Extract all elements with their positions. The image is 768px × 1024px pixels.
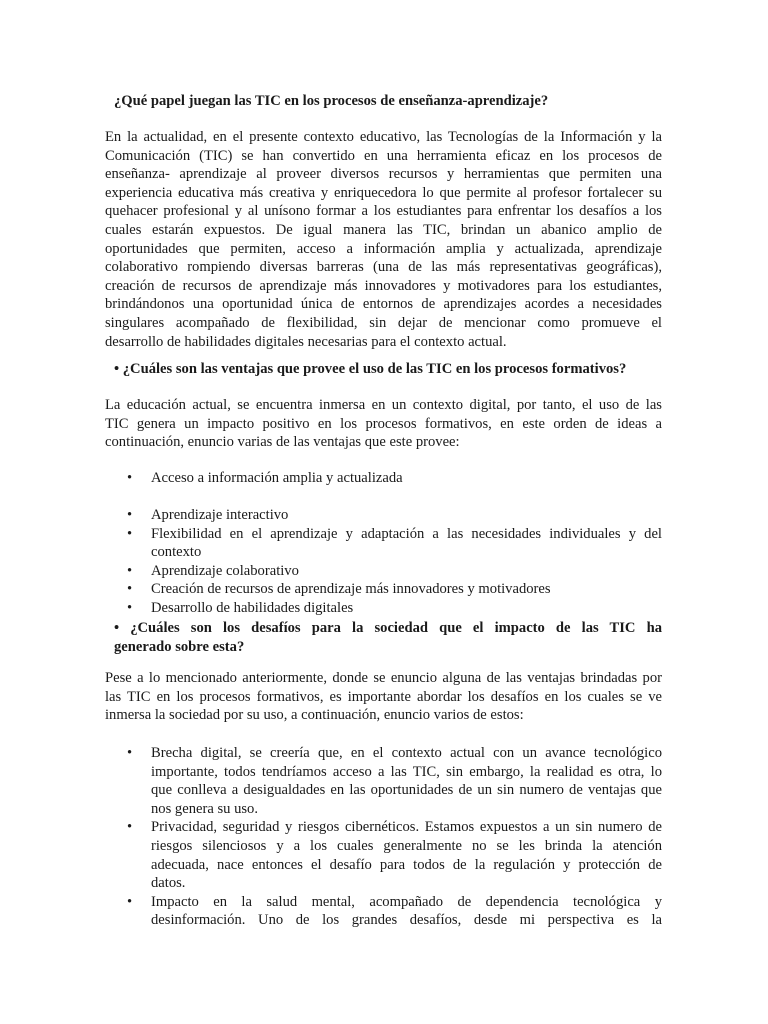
text-line: Aprendizaje colaborativo (151, 562, 299, 579)
text-line: desinformación. Uno de los grandes desafíos, desde mi perspectiva es la (151, 912, 662, 929)
text-line: nos genera su uso. (151, 800, 259, 817)
text-line: Brecha digital, se creería que, en el contexto actual con un avance tecnológico (151, 745, 662, 761)
text-line: riesgos silenciosos y a los cuales generalmente no se les brinda la atención (151, 837, 662, 854)
text-line: datos. (151, 875, 186, 892)
list-item (105, 580, 662, 599)
bullet-icon: • (127, 599, 133, 616)
bullet-icon: • (127, 525, 133, 542)
list-item (105, 525, 662, 562)
heading-question-2: • ¿Cuáles son las ventajas que provee el uso de las TIC en los procesos formativos? (114, 361, 627, 377)
text-line: cuales estarán expuestos. De igual manera las TIC, brindan un abanico amplio de (105, 221, 662, 238)
paragraph-challenges-intro (105, 669, 662, 725)
list-item-text (151, 506, 662, 525)
text-line: las TIC en los procesos formativos, es importante abordar los desafíos en los cuales se ve (105, 688, 662, 705)
list-item-text (151, 562, 662, 581)
text-line: Flexibilidad en el aprendizaje y adaptación a las necesidades individuales y del (151, 525, 662, 542)
text-line: Comunicación (TIC) se han convertido en una herramienta eficaz en los procesos de (105, 147, 662, 164)
list-item (105, 506, 662, 525)
bullet-icon: • (127, 470, 133, 486)
list-item-text (151, 599, 662, 618)
list-item (105, 469, 662, 488)
paragraph-advantages-intro (105, 396, 662, 452)
text-line: En la actualidad, en el presente contexto educativo, las Tecnologías de la Información y la (105, 129, 662, 145)
paragraph-intro (105, 128, 662, 351)
list-item-text (151, 525, 662, 562)
bullet-icon: • (127, 893, 133, 910)
text-line: Pese a lo mencionado anteriormente, donde se enuncio alguna de las ventajas brindadas por (105, 670, 662, 686)
text-line: La educación actual, se encuentra inmersa en un contexto digital, por tanto, el uso de las (105, 397, 662, 413)
list-item-text: Acceso a información amplia y actualizada (151, 470, 403, 486)
bullet-icon: • (127, 562, 133, 579)
text-line: enseñanza- aprendizaje al proveer diversos recursos y herramientas que permiten una (105, 166, 662, 183)
text-line: singulares acompañado de flexibilidad, sin dejar de mencionar como promueve el (105, 314, 662, 331)
text-line: brindándonos una oportunidad única de entornos de aprendizajes acordes a necesidades (105, 296, 662, 313)
text-line: importante, todos tendríamos acceso a las TIC, sin embargo, la realidad es otra, lo (151, 763, 662, 780)
list-item (105, 893, 662, 930)
text-line: que conlleva a desigualdades en las oportunidades de un sin numero de ventajas que (151, 782, 662, 799)
list-item (105, 599, 662, 618)
text-line: Desarrollo de habilidades digitales (151, 599, 354, 616)
text-line: Aprendizaje interactivo (151, 507, 289, 523)
text-line: Privacidad, seguridad y riesgos cibernéticos. Estamos expuestos a un sin numero de (151, 819, 662, 836)
bullet-icon: • (127, 581, 133, 598)
challenges-list (105, 744, 662, 930)
text-line: inmersa la sociedad por su uso, a continuación, enuncio varios de estos: (105, 707, 524, 724)
text-line: Creación de recursos de aprendizaje más innovadores y motivadores (151, 581, 551, 598)
text-line: TIC genera un impacto positivo en los procesos formativos, en este orden de ideas a (105, 415, 662, 432)
text-line: quehacer profesional y al unísono formar a los estudiantes para enfrentar los desafíos a los (105, 203, 662, 220)
bullet-icon: • (127, 507, 133, 523)
text-line: contexto (151, 544, 202, 561)
text-line: oportunidades que permiten, acceso a información amplia y actualizada, aprendizaje (105, 240, 662, 257)
text-line: continuación, enuncio varias de las ventajas que este provee: (105, 434, 460, 451)
bullet-icon: • (127, 745, 133, 761)
list-item-text (151, 818, 662, 892)
text-line: experiencia educativa más creativa y enriquecedora lo que permite al profesor fortalecer su (105, 184, 662, 201)
heading-question-3 (114, 619, 662, 656)
text-line: generado sobre esta? (114, 638, 245, 655)
advantages-list-first (105, 469, 662, 488)
text-line: • ¿Cuáles son los desafíos para la sociedad que el impacto de las TIC ha (114, 620, 662, 636)
heading-question-1: ¿Qué papel juegan las TIC en los procesos de enseñanza-aprendizaje? (114, 93, 549, 109)
advantages-list (105, 506, 662, 618)
list-item (105, 562, 662, 581)
bullet-icon: • (127, 819, 133, 836)
list-item (105, 744, 662, 818)
text-line: adecuada, nace entonces el desafío para todos de la regulación y protección de (151, 856, 662, 873)
text-line: colaborativo rompiendo diversas barreras (una de las más representativas geográficas), (105, 259, 662, 276)
text-line: desarrollo de habilidades digitales necesarias para el contexto actual. (105, 333, 507, 350)
list-item (105, 818, 662, 892)
list-item-text (151, 744, 662, 818)
text-line: creación de recursos de aprendizaje más innovadores y motivadores para los estudiantes, (105, 277, 662, 294)
text-line: Impacto en la salud mental, acompañado de dependencia tecnológica y (151, 893, 662, 910)
list-item-text (151, 893, 662, 930)
list-item-text (151, 580, 662, 599)
